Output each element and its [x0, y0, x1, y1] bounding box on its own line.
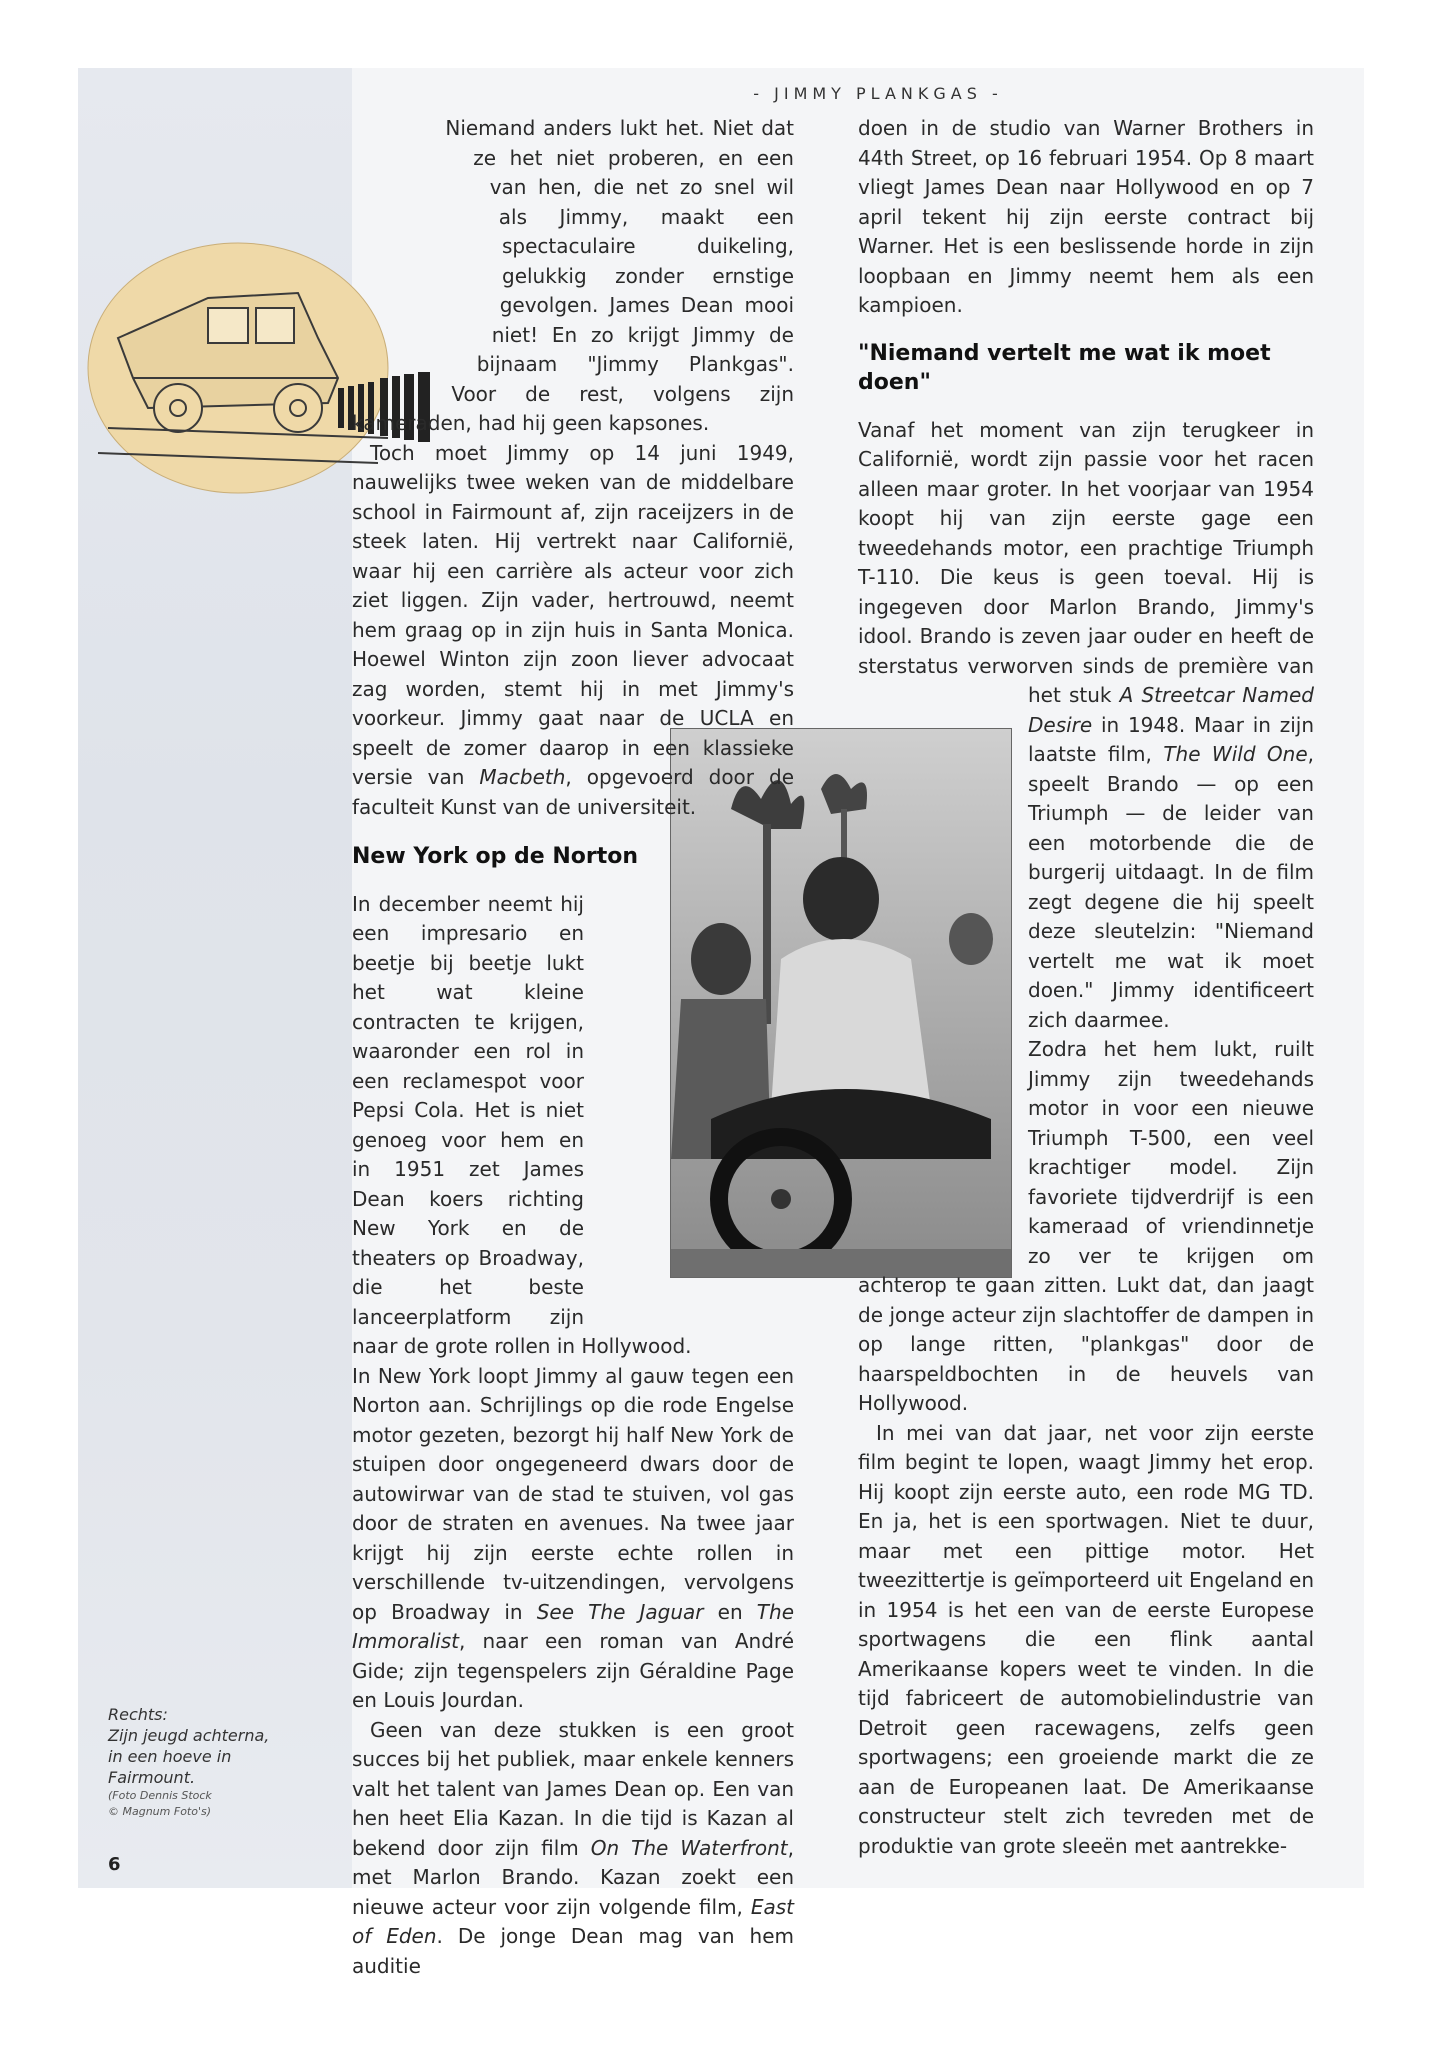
east-of-eden-title: East of Eden: [352, 1894, 794, 1948]
left-paragraph-5: [352, 1716, 794, 1982]
macbeth-title: Macbeth: [479, 765, 566, 789]
left-paragraph-4-text: In New York loopt Jimmy al gauw tegen een Norton aan. Schrijlings op die rode Engelse motor gezeten, bezorgt hij half New York de stuipen door ongegeneerd dwars door de autowirwar van de stad te stuiven, vol gas door de straten en avenues. Na twee jaar krijgt hij zijn eerste echte rollen in verschillende tv-uitzendingen, vervolgens op Broadway in: [352, 1363, 794, 1624]
magazine-page: [78, 68, 1364, 1978]
on-the-waterfront-title: On The Waterfront: [590, 1835, 788, 1860]
running-head: - JIMMY PLANKGAS -: [753, 84, 1003, 103]
see-the-jaguar-title: See The Jaguar: [536, 1599, 704, 1624]
streetcar-title: A Streetcar Named Desire: [1028, 683, 1314, 737]
caption-line-4: Fairmount.: [108, 1768, 196, 1787]
photo-caption: [108, 1704, 328, 1820]
left-paragraph-4: [352, 1362, 794, 1716]
right-column: [858, 114, 1314, 1861]
the-wild-one-title: The Wild One: [1163, 742, 1308, 766]
right-paragraph-3: Zodra het hem lukt, ruilt Jimmy zijn tweedehands motor in voor een nieuwe Triumph T-500, een veel krachtiger model. Zijn favoriete tijdverdrijf is een kameraad of vriendinnetje zo ver te krijgen om achterop te gaan zitten. Lukt dat, dan jaagt de jonge acteur zijn slachtoffer de dampen in op lange ritten, "plankgas" door de haarspeldbochten in de heuvels van Hollywood.: [858, 1037, 1314, 1415]
left-column: [352, 114, 794, 1981]
caption-line-2: Zijn jeugd achterna,: [108, 1726, 270, 1745]
left-paragraph-2-end: , opgevoerd door de faculteit Kunst van de universiteit.: [352, 765, 794, 819]
left-paragraph-4-mid: en: [703, 1599, 757, 1624]
caption-credit-2: © Magnum Foto's): [108, 1805, 212, 1818]
left-paragraph-2: [352, 439, 794, 823]
caption-line-1: Rechts:: [108, 1705, 168, 1724]
section-heading-new-york: New York op de Norton: [352, 844, 638, 869]
right-paragraph-2-mid: in 1948. Maar in zijn laatste film,: [1028, 712, 1314, 766]
right-paragraph-1: doen in de studio van Warner Brothers in 44th Street, op 16 februari 1954. Op 8 maart vliegt James Dean naar Hollywood en op 7 april tekent hij zijn eerste contract bij Warner. Het is een beslissende horde in zijn loopbaan en Jimmy neemt hem als een kampioen.: [858, 116, 1314, 317]
right-paragraph-2-text: Vanaf het moment van zijn terugkeer in Californië, wordt zijn passie voor het racen alleen maar groter. In het voorjaar van 1954 koopt hij van zijn eerste gage een tweedehands motor, een prachtige Triumph T-110. Die keus is geen toeval. Hij is ingegeven door Marlon Brando, Jimmy's idool. Brando is zeven jaar ouder en heeft de sterstatus verworven sinds de première van het stuk: [858, 417, 1314, 707]
photo-wrap-space-right: [858, 706, 1028, 1266]
photo-wrap-space-left: [584, 890, 834, 1320]
left-paragraph-4-end: , naar een roman van André Gide; zijn tegenspelers zijn Géraldine Page en Louis Jourdan.: [352, 1629, 794, 1712]
page-number: 6: [108, 1854, 121, 1875]
section-heading-niemand: "Niemand vertelt me wat ik moet doen": [858, 340, 1271, 395]
right-paragraph-2-end: , speelt Brando — op een Triumph — de leider van een motorbende die de burgerij uitdaagt. In de film zegt degene die hij speelt deze sleutelzin: "Niemand vertelt me wat ik moet doen." Jimmy identificeert zich daarmee.: [1028, 742, 1315, 1032]
right-paragraph-4: In mei van dat jaar, net voor zijn eerste film begint te lopen, waagt Jimmy het erop. Hij koopt zijn eerste auto, een rode MG TD. En ja, het is een sportwagen. Niet te duur, maar met een pittige motor. Het tweezittertje is geïmporteerd uit Engeland en in 1954 is het een van de eerste Europese sportwagens die een flink aantal Amerikaanse kopers weet te vinden. In die tijd fabriceert de automobielindustrie van Detroit geen racewagens, zelfs geen sportwagens; een groeiende markt die ze aan de Europeanen laat. De Amerikaanse constructeur stelt zich tevreden met de produktie van grote sleeën met aantrekke-: [858, 1420, 1314, 1858]
caption-credit-1: (Foto Dennis Stock: [108, 1789, 212, 1802]
left-paragraph-1: Niemand anders lukt het. Niet dat ze het niet proberen, en een van hen, die net zo snel wil als Jimmy, maakt een spectaculaire duikeling, gelukkig zonder ernstige gevolgen. James Dean mooi niet! En zo krijgt Jimmy de bijnaam "Jimmy Plankgas". Voor de rest, volgens zijn kameraden, had hij geen kapsones.: [352, 116, 794, 435]
caption-line-3: in een hoeve in: [108, 1747, 232, 1766]
left-paragraph-2-text: Toch moet Jimmy op 14 juni 1949, nauwelijks twee weken van de middelbare school in Fairmount af, zijn raceijzers in de steek laten. Hij vertrekt naar Californië, waar hij een carrière als acteur voor zich ziet liggen. Zijn vader, hertrouwd, neemt hem graag op in zijn huis in Santa Monica. Hoewel Winton zijn zoon liever advocaat zag worden, stemt hij in met Jimmy's voorkeur. Jimmy gaat naar de UCLA en speelt de zomer daarop in een klassieke versie van: [352, 440, 794, 789]
left-paragraph-3: In december neemt hij een impresario en beetje bij beetje lukt het wat kleine contracten te krijgen, waaronder een rol in een reclamespot voor Pepsi Cola. Het is niet genoeg voor hem en in 1951 zet James Dean koers richting New York en de theaters op Broadway, die het beste lanceerplatform zijn naar de grote rollen in Hollywood.: [352, 891, 692, 1358]
left-paragraph-5-mid: , met Marlon Brando. Kazan zoekt een nieuwe acteur voor zijn volgende film,: [352, 1835, 794, 1919]
left-paragraph-5-text: Geen van deze stukken is een groot succes bij het publiek, maar enkele kenners valt het talent van James Dean op. Een van hen heet Elia Kazan. In die tijd is Kazan al bekend door zijn film: [352, 1717, 794, 1860]
left-paragraph-5-end: . De jonge Dean mag van hem auditie: [352, 1924, 794, 1978]
the-immoralist-title: The Immoralist: [352, 1599, 794, 1653]
